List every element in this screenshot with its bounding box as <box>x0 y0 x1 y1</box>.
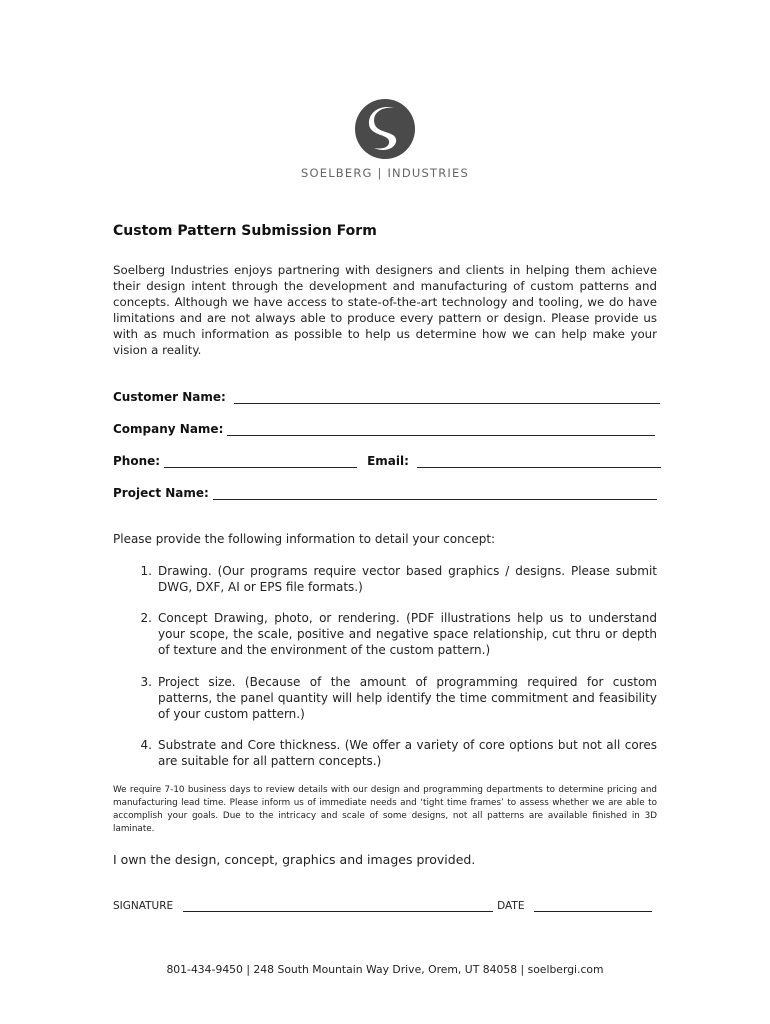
ownership-statement: I own the design, concept, graphics and images provided. <box>113 852 476 867</box>
email-field[interactable] <box>417 455 661 468</box>
signature-row <box>113 900 652 912</box>
brand-name: SOELBERG | INDUSTRIES <box>300 166 469 180</box>
list-item: 4. Substrate and Core thickness. (We offer a variety of core options but not all cores are suitable for all pattern concepts.) <box>140 738 657 768</box>
company-logo <box>0 98 770 180</box>
contact-footer: 801-434-9450 | 248 South Mountain Way Drive, Orem, UT 84058 | soelbergi.com <box>166 963 604 976</box>
form-title: Custom Pattern Submission Form <box>113 223 377 239</box>
phone-field[interactable] <box>164 455 357 468</box>
company-name-row <box>113 420 655 436</box>
email-label: Email: <box>367 454 409 468</box>
signature-label: SIGNATURE <box>113 900 174 912</box>
info-prompt: Please provide the following information to detail your concept: <box>113 532 496 546</box>
customer-name-field[interactable] <box>234 391 660 404</box>
customer-name-label: Customer Name: <box>113 390 226 404</box>
phone-label: Phone: <box>113 454 161 468</box>
date-label: DATE <box>497 900 525 912</box>
project-name-label: Project Name: <box>113 486 209 500</box>
signature-field[interactable] <box>183 901 493 912</box>
customer-name-row <box>113 388 660 404</box>
lead-time-notice: We require 7-10 business days to review details with our design and programming departments to determine pricing and manufacturing lead time. Please inform us of immediate needs and ‘tight time frames’ to assess whether we are able to accomplish your goals. Due to the intricacy and scale of some designs, not all patterns are available finished in 3D laminate. <box>113 785 657 834</box>
list-item: 2. Concept Drawing, photo, or rendering. (PDF illustrations help us to understand your scope, the scale, positive and negative space relationship, cut thru or depth of texture and the environment of the custom pattern.) <box>140 611 657 657</box>
date-field[interactable] <box>534 901 652 912</box>
intro-paragraph: Soelberg Industries enjoys partnering with designers and clients in helping them achieve their design intent through the development and manufacturing of custom patterns and concepts. Although we have access to state-of-the-art technology and tooling, we do have limitations and are not always able to produce every pattern or design. Please provide us with as much information as possible to help us determine how we can help make your vision a reality. <box>113 263 657 357</box>
soelberg-s-logo-icon <box>354 98 416 160</box>
list-item: 3. Project size. (Because of the amount of programming required for custom patterns, the panel quantity will help identify the time commitment and feasibility of your custom pattern.) <box>140 675 657 721</box>
project-name-field[interactable] <box>213 487 657 500</box>
company-name-label: Company Name: <box>113 422 224 436</box>
company-name-field[interactable] <box>227 423 655 436</box>
phone-email-row <box>113 452 661 468</box>
list-item: 1. Drawing. (Our programs require vector based graphics / designs. Please submit DWG, DXF, AI or EPS file formats.) <box>140 564 657 594</box>
project-name-row <box>113 484 657 500</box>
